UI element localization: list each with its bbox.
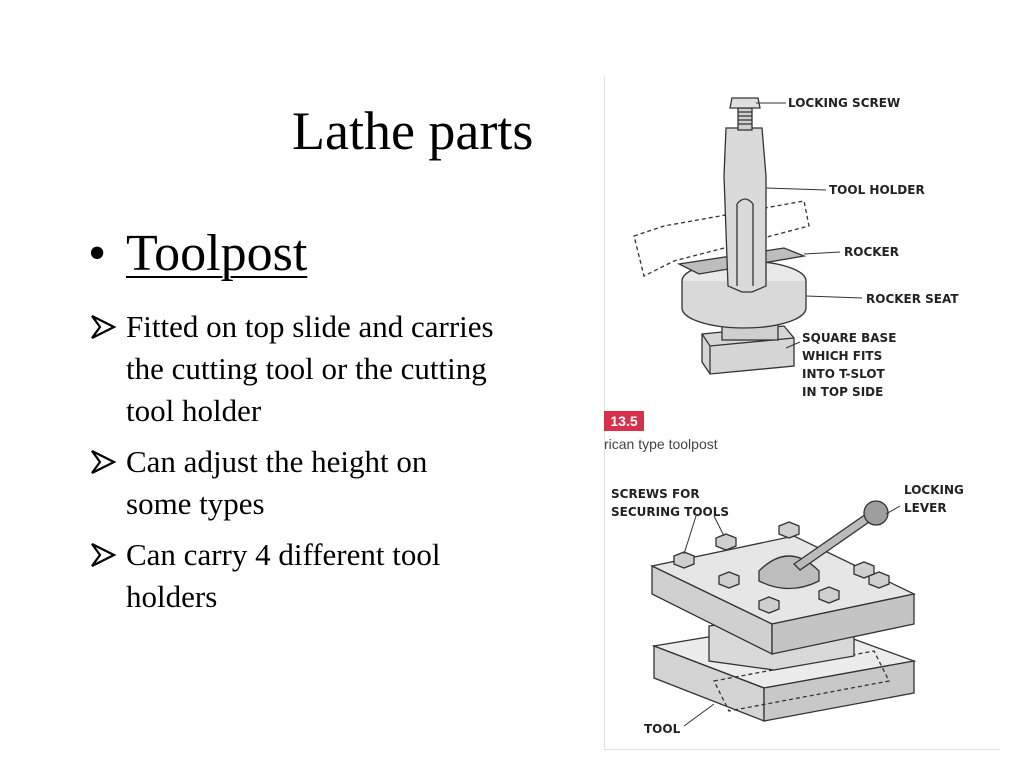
figure-number-badge: 13.5 bbox=[604, 411, 644, 431]
heading-bullet: • bbox=[88, 225, 107, 282]
slide-title: Lathe parts bbox=[292, 101, 534, 161]
label-rocker: ROCKER bbox=[844, 245, 899, 259]
arrow-bullet-icon bbox=[88, 538, 122, 572]
topic-heading bbox=[88, 225, 308, 282]
bullet-item bbox=[88, 306, 498, 432]
label-rocker-seat: ROCKER SEAT bbox=[866, 292, 959, 306]
label-locking-lever: LEVER bbox=[904, 501, 947, 515]
bullet-list bbox=[88, 306, 498, 627]
label-screws: SECURING TOOLS bbox=[611, 505, 730, 519]
arrow-bullet-icon bbox=[88, 445, 122, 479]
label-square-base: WHICH FITS bbox=[802, 349, 883, 363]
bullet-text: Fitted on top slide and carries the cutting tool or the cutting tool holder bbox=[126, 309, 494, 428]
label-locking-lever: LOCKING bbox=[904, 483, 964, 497]
toolpost-illustration bbox=[604, 76, 1000, 750]
label-screws: SCREWS FOR bbox=[611, 487, 700, 501]
bullet-item bbox=[88, 534, 498, 618]
label-square-base: IN TOP SIDE bbox=[802, 385, 884, 399]
bullet-item bbox=[88, 441, 498, 525]
bullet-text: Can adjust the height on some types bbox=[126, 444, 428, 521]
bullet-text: Can carry 4 different tool holders bbox=[126, 537, 441, 614]
figure-caption: rican type toolpost bbox=[604, 436, 718, 452]
label-tool-holder: TOOL HOLDER bbox=[829, 183, 925, 197]
toolpost-figure bbox=[604, 76, 1000, 750]
arrow-bullet-icon bbox=[88, 310, 122, 344]
american-toolpost-drawing bbox=[634, 98, 809, 374]
label-tool: TOOL bbox=[644, 722, 681, 736]
four-way-toolpost-drawing bbox=[652, 501, 914, 721]
heading-text: Toolpost bbox=[126, 225, 308, 282]
label-locking-screw: LOCKING SCREW bbox=[788, 96, 901, 110]
label-square-base: INTO T-SLOT bbox=[802, 367, 885, 381]
label-square-base: SQUARE BASE bbox=[802, 331, 897, 345]
